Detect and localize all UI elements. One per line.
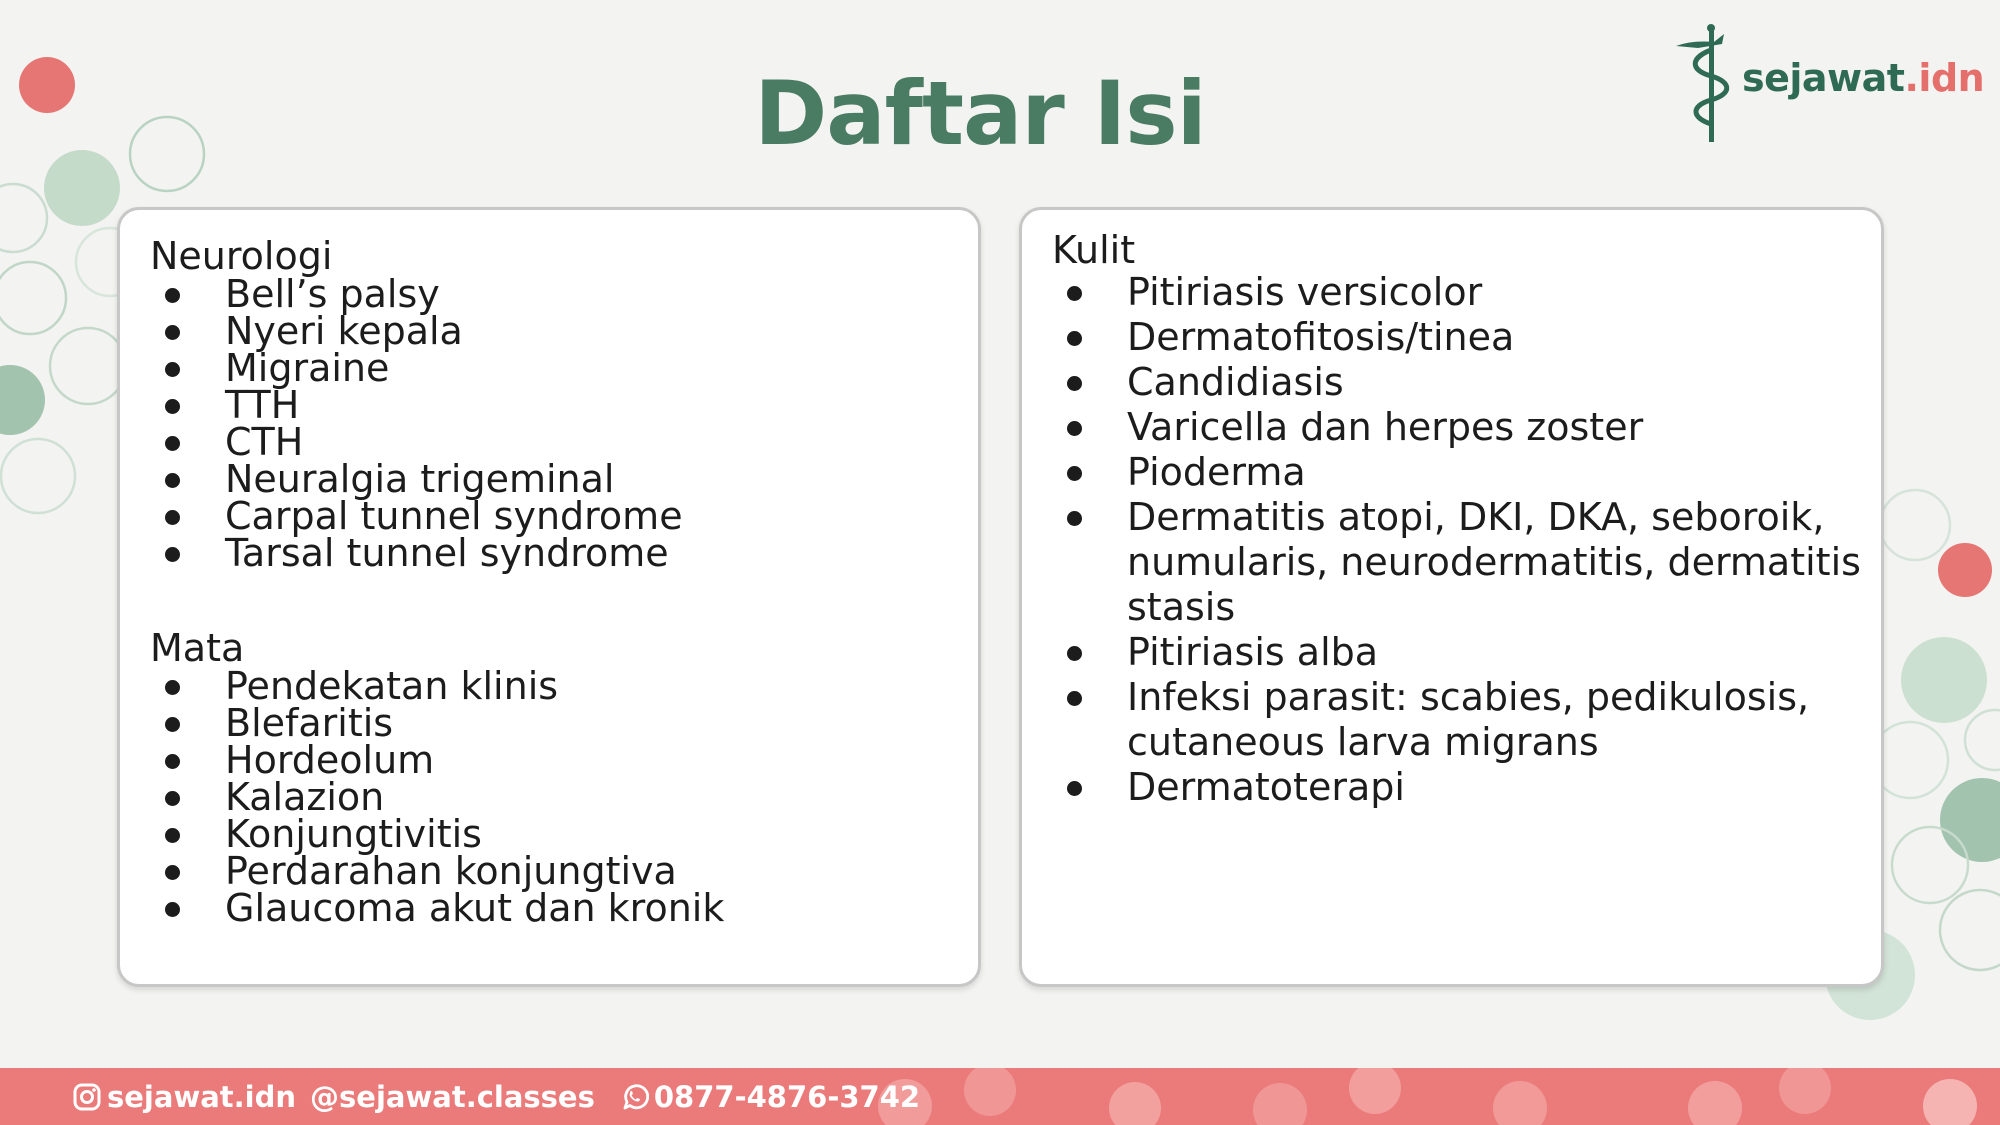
topic-list	[150, 664, 958, 930]
list-item: Nyeri kepala	[150, 313, 958, 350]
list-item: Perdarahan konjungtiva	[150, 853, 958, 890]
content-panel-left	[117, 207, 981, 987]
logo-wordmark: sejawat.idn	[1742, 56, 1985, 100]
list-item: Migraine	[150, 350, 958, 387]
list-item: Kalazion	[150, 779, 958, 816]
list-item: Candidiasis	[1052, 360, 1861, 405]
list-item: Pioderma	[1052, 450, 1861, 495]
list-item: Bell’s palsy	[150, 276, 958, 313]
list-item: TTH	[150, 387, 958, 424]
section-neurologi	[150, 234, 958, 575]
list-item: Pendekatan klinis	[150, 668, 958, 705]
section-title: Kulit	[1052, 228, 1136, 272]
list-item: Dermatofitosis/tinea	[1052, 315, 1861, 360]
whatsapp-number[interactable]: 0877-4876-3742	[653, 1079, 921, 1114]
instagram-handle[interactable]: sejawat.idn	[107, 1079, 297, 1114]
list-item: Dermatoterapi	[1052, 765, 1861, 810]
list-item: Infeksi parasit: scabies, pedikulosis, cutaneous larva migrans	[1052, 675, 1861, 765]
content-panel-right	[1019, 207, 1884, 987]
page-title: Daftar Isi	[754, 62, 1206, 165]
list-item: Blefaritis	[150, 705, 958, 742]
list-item: Carpal tunnel syndrome	[150, 498, 958, 535]
footer-bar	[0, 1068, 2000, 1125]
sejawat-logo	[1672, 20, 1985, 145]
list-item: Pitiriasis alba	[1052, 630, 1861, 675]
instagram-handle-classes[interactable]: @sejawat.classes	[310, 1079, 595, 1114]
list-item: Tarsal tunnel syndrome	[150, 535, 958, 572]
list-item: Varicella dan herpes zoster	[1052, 405, 1861, 450]
section-kulit	[1052, 230, 1861, 810]
list-item: CTH	[150, 424, 958, 461]
whatsapp-icon	[619, 1082, 649, 1112]
list-item: Glaucoma akut dan kronik	[150, 890, 958, 927]
topic-list	[150, 272, 958, 575]
list-item: Konjungtivitis	[150, 816, 958, 853]
list-item: Pitiriasis versicolor	[1052, 270, 1861, 315]
section-title: Mata	[150, 626, 245, 670]
list-item: Hordeolum	[150, 742, 958, 779]
list-item: Dermatitis atopi, DKI, DKA, seboroik, numularis, neurodermatitis, dermatitis stasis	[1052, 495, 1861, 630]
section-mata	[150, 626, 958, 930]
caduceus-icon	[1672, 20, 1744, 145]
list-item: Neuralgia trigeminal	[150, 461, 958, 498]
footer-contacts	[72, 1068, 920, 1125]
topic-list	[1052, 270, 1861, 810]
instagram-icon	[72, 1082, 102, 1112]
section-title: Neurologi	[150, 234, 333, 278]
